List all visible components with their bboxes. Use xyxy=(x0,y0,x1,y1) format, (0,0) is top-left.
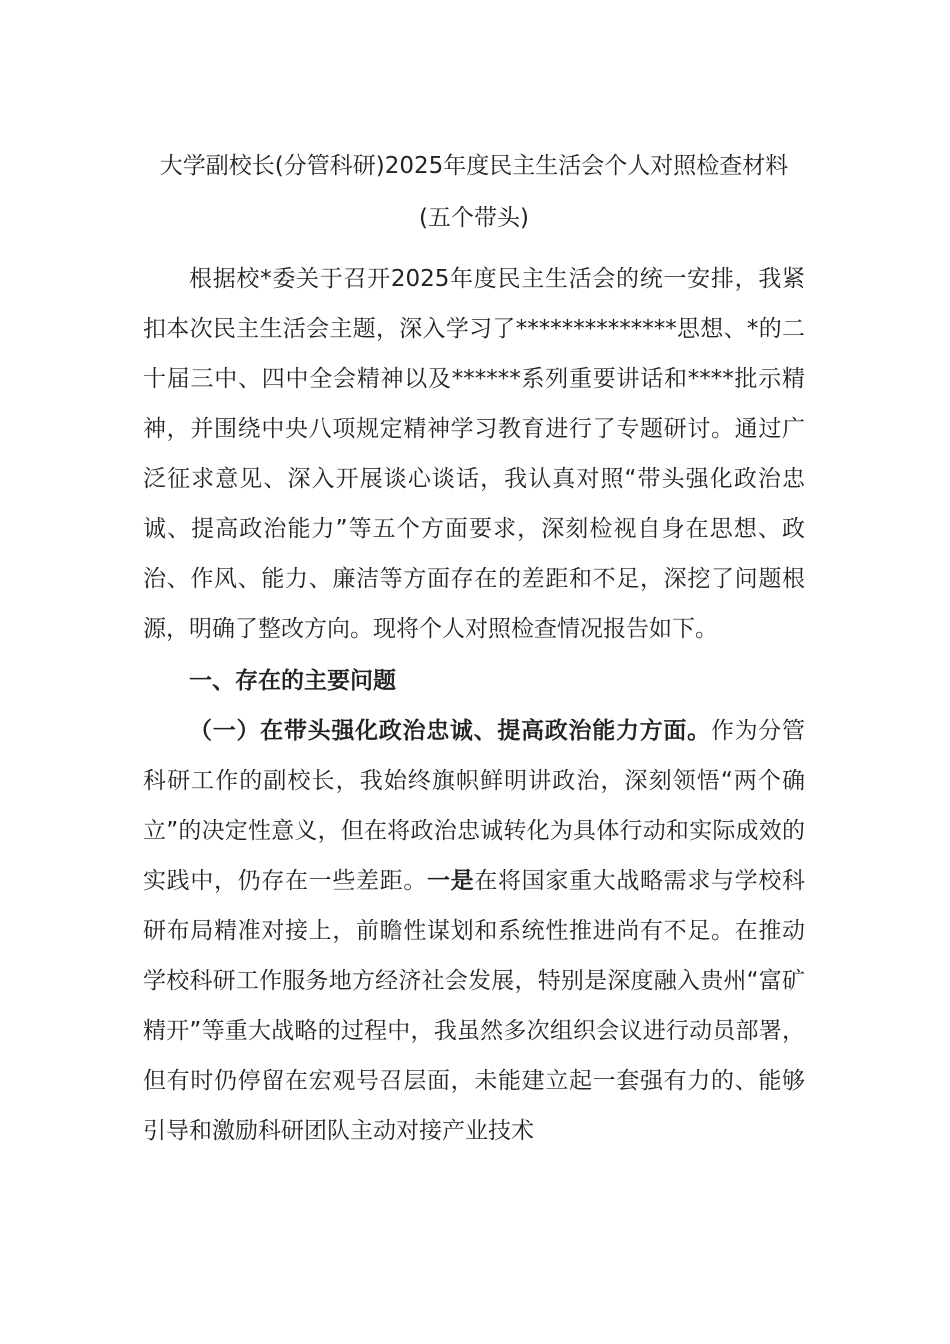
subsection-1-text-a: 作为分管科研工作的副校长，我始终旗帜鲜明讲政治，深刻领悟“两个确立”的决定性意义，但在将政治忠诚转化为具体行动和实际成效的实践中，仍存在一些差距。 xyxy=(143,718,806,894)
section-heading-problems: 一、存在的主要问题 xyxy=(189,668,396,694)
subsection-1-lead: （一）在带头强化政治忠诚、提高政治能力方面。 xyxy=(189,718,711,744)
subsection-1-text-b: 在将国家重大战略需求与学校科研布局精准对接上，前瞻性谋划和系统性推进尚有不足。在推动学校科研工作服务地方经济社会发展，特别是深度融入贵州“富矿精开”等重大战略的过程中，我虽然多次组织会议进行动员部署，但有时仍停留在宏观号召层面，未能建立起一套强有力的、能够引导和激励科研团队主动对接产业技术 xyxy=(143,868,806,1144)
point-one-label: 一是 xyxy=(427,868,475,894)
document-title-line2: (五个带头) xyxy=(419,205,529,231)
document-body xyxy=(143,140,805,1156)
intro-paragraph: 根据校*委关于召开2025年度民主生活会的统一安排，我紧扣本次民主生活会主题，深入学习了**************思想、*的二十届三中、四中全会精神以及******系列重要讲话和****批示精神，并围绕中央八项规定精神学习教育进行了专题研讨。通过广泛征求意见、深入开展谈心谈话，我认真对照“带头强化政治忠诚、提高政治能力”等五个方面要求，深刻检视自身在思想、政治、作风、能力、廉洁等方面存在的差距和不足，深挖了问题根源，明确了整改方向。现将个人对照检查情况报告如下。 xyxy=(143,266,805,642)
document-title-line1: 大学副校长(分管科研)2025年度民主生活会个人对照检查材料 xyxy=(159,153,789,179)
document-title xyxy=(143,140,805,244)
subsection-1-paragraph xyxy=(143,706,805,1156)
